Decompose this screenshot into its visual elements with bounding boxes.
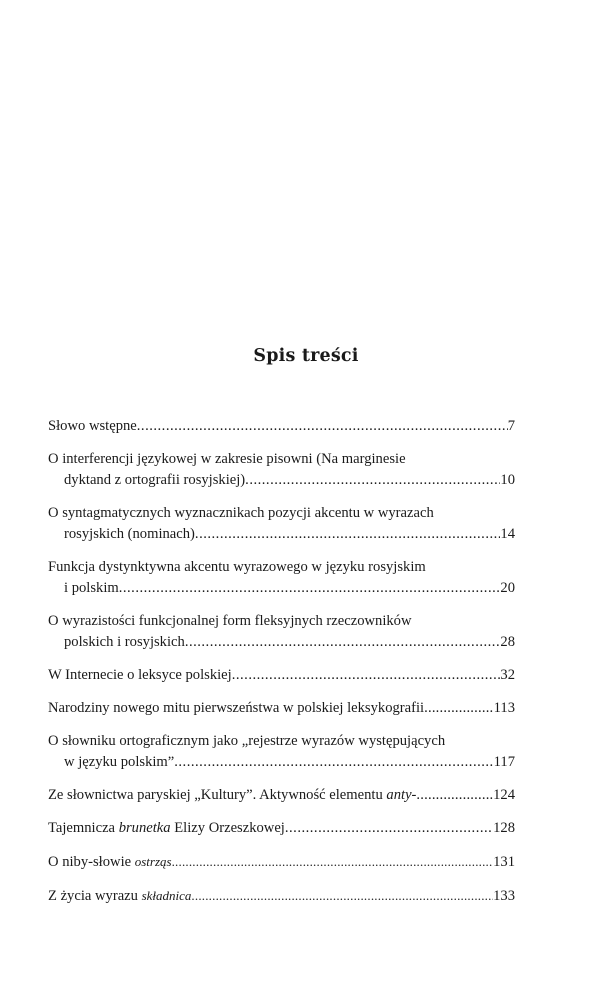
toc-entry-title: O wyrazistości funkcjonalnej form fleksyjnych rzeczowników — [48, 613, 412, 629]
toc-entry-title: Funkcja dystynktywna akcentu wyrazowego w języku rosyjskim — [48, 559, 426, 575]
page-title: Spis treści — [253, 346, 359, 366]
toc-entry-title-text: Z życia wyrazu — [48, 888, 142, 904]
dot-leader — [416, 785, 493, 806]
dot-leader — [185, 632, 501, 653]
toc-entry — [48, 665, 515, 686]
toc-page-number: 131 — [493, 854, 515, 870]
table-of-contents — [48, 416, 515, 907]
toc-page-number: 14 — [500, 526, 515, 542]
toc-page-number: 124 — [493, 787, 515, 803]
toc-entry-line — [48, 470, 515, 491]
toc-entry — [48, 818, 515, 839]
dot-leader — [119, 578, 501, 599]
toc-entry-title — [48, 885, 191, 907]
toc-entry — [48, 416, 515, 437]
toc-entry — [48, 698, 515, 719]
toc-entry-title: W Internecie o leksyce polskiej — [48, 667, 232, 683]
toc-entry-line — [48, 698, 515, 719]
dot-leader — [191, 885, 493, 906]
toc-entry-title-continued: rosyjskich (nominach) — [64, 526, 195, 542]
toc-page-number: 128 — [493, 820, 515, 836]
toc-entry-line — [48, 785, 515, 806]
toc-entry-title: Słowo wstępne — [48, 418, 137, 434]
toc-entry-title-text: O niby-słowie — [48, 854, 135, 870]
toc-entry — [48, 611, 515, 653]
toc-entry-line — [48, 818, 515, 839]
toc-entry-title-italic: brunetka — [118, 820, 171, 836]
toc-entry-title — [48, 785, 416, 806]
toc-page-number: 10 — [500, 472, 515, 488]
toc-entry-title-continued: i polskim — [64, 580, 119, 596]
toc-entry — [48, 885, 515, 907]
toc-entry — [48, 785, 515, 806]
dot-leader — [137, 416, 508, 437]
toc-entry-line — [48, 416, 515, 437]
toc-entry-title: O interferencji językowej w zakresie pisowni (Na marginesie — [48, 451, 406, 467]
dot-leader — [232, 665, 501, 686]
toc-page-number: 7 — [507, 418, 515, 434]
toc-entry-title-text: Ze słownictwa paryskiej „Kultury”. Aktywność elementu — [48, 787, 387, 803]
toc-entry-line — [48, 885, 515, 907]
toc-entry — [48, 557, 515, 599]
toc-entry-line — [48, 524, 515, 545]
toc-entry-title-text: Tajemnicza — [48, 820, 119, 836]
dot-leader — [245, 470, 500, 491]
toc-entry-title — [48, 851, 172, 873]
toc-entry-title-continued: dyktand z ortografii rosyjskiej) — [64, 472, 246, 488]
toc-entry-title: O syntagmatycznych wyznacznikach pozycji akcentu w wyrazach — [48, 505, 434, 521]
toc-page-number: 20 — [500, 580, 515, 596]
toc-entry-line — [48, 578, 515, 599]
toc-entry-title-continued: polskich i rosyjskich — [64, 634, 185, 650]
toc-entry — [48, 503, 515, 545]
toc-entry-line — [48, 851, 515, 873]
dot-leader — [174, 752, 493, 773]
toc-entry-title — [48, 818, 285, 839]
toc-entry-title-italic: składnica — [141, 888, 192, 903]
toc-page-number: 117 — [493, 754, 515, 770]
toc-entry-title-italic: ostrząs — [134, 854, 172, 869]
toc-page-number: 133 — [493, 888, 515, 904]
toc-entry-title: O słowniku ortograficznym jako „rejestrze wyrazów występujących — [48, 733, 446, 749]
toc-entry-line — [48, 665, 515, 686]
toc-page-number: 32 — [500, 667, 515, 683]
toc-entry-line — [48, 632, 515, 653]
toc-entry — [48, 851, 515, 873]
toc-page-number: 28 — [500, 634, 515, 650]
dot-leader — [172, 851, 494, 872]
dot-leader — [195, 524, 500, 545]
toc-entry — [48, 449, 515, 491]
toc-entry — [48, 731, 515, 773]
toc-entry-line — [48, 752, 515, 773]
dot-leader — [285, 818, 493, 839]
toc-entry-title-italic: anty- — [386, 787, 417, 803]
toc-entry-title-text-rest: Elizy Orzeszkowej — [170, 820, 285, 836]
dot-leader — [424, 698, 494, 719]
toc-page-number: 113 — [493, 700, 515, 716]
toc-entry-title-continued: w języku polskim” — [64, 754, 175, 770]
toc-entry-title: Narodziny nowego mitu pierwszeństwa w polskiej leksykografii — [48, 700, 425, 716]
